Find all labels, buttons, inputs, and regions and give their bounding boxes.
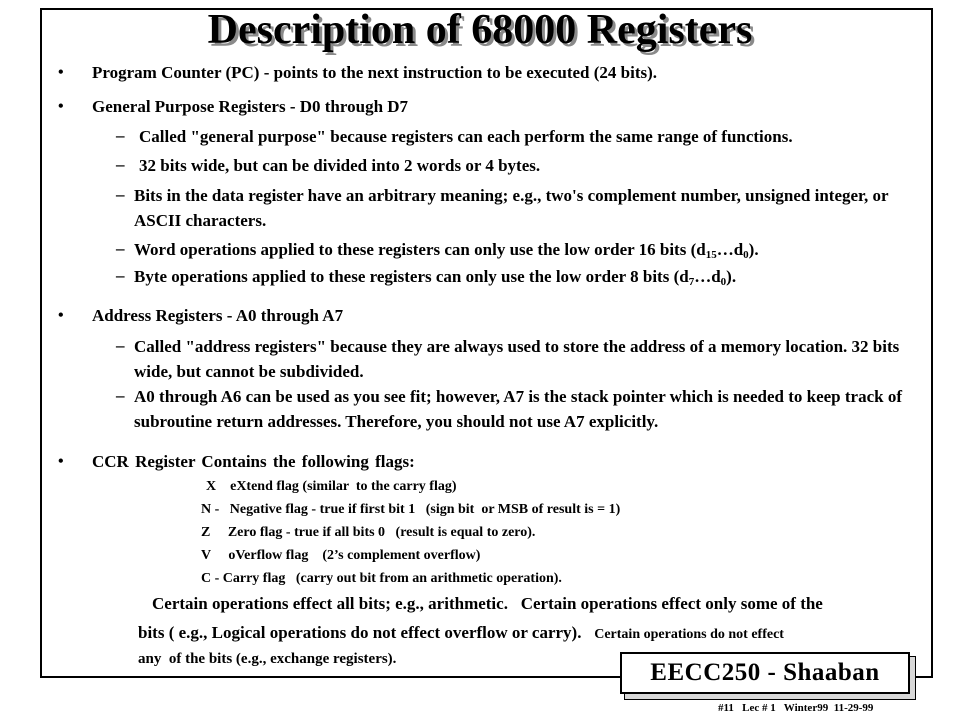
dash-icon: – <box>116 126 125 145</box>
note-line-1: Certain operations effect all bits; e.g., arithmetic. Certain operations effect only some of the <box>152 594 823 613</box>
bullet-text: General Purpose Registers - D0 through D7 <box>92 97 409 116</box>
dash-icon: – <box>116 185 125 204</box>
gpr-item-4: Word operations applied to these registers can only use the low order 16 bits $(d_{15}\dots d_0)$. <box>134 240 759 261</box>
dash-icon: – <box>116 266 125 285</box>
dash-icon: – <box>116 336 125 355</box>
bullet-dot-icon: • <box>58 307 64 324</box>
gpr-item-1: Called "general purpose" because registers can each perform the same range of functions. <box>139 127 793 146</box>
bullet-text: Address Registers - A0 through A7 <box>92 306 344 325</box>
flag-c: C - Carry flag (carry out bit from an arithmetic operation). <box>201 571 562 586</box>
bullet-dot-icon: • <box>58 64 64 81</box>
flag-n: N - Negative flag - true if first bit 1 (sign bit or MSB of result is = 1) <box>201 502 621 517</box>
gpr-item-3: Bits in the data register have an arbitrary meaning; e.g., two's complement number, unsigned integer, or ASCII characters. <box>134 186 889 230</box>
dash-icon: – <box>116 155 125 174</box>
gpr-item-5: Byte operations applied to these registers can only use the low order 8 bits $(d_7\dots d_0)$. <box>134 267 737 288</box>
author-badge: EECC250 - Shaaban <box>620 652 910 694</box>
slide-footer: #11 Lec # 1 Winter99 11-29-99 <box>718 702 874 714</box>
ar-item-2: A0 through A6 can be used as you see fit; however, A7 is the stack pointer which is needed to keep track of subroutine return addresses. Therefore, you should not use A7 explicitly. <box>134 387 903 431</box>
note-line-2: bits ( e.g., Logical operations do not effect overflow or carry). Certain operations do not effect <box>138 623 784 642</box>
note-line-3: any of the bits (e.g., exchange registers). <box>138 651 397 667</box>
dash-icon: – <box>116 386 125 405</box>
flag-z: Z Zero flag - true if all bits 0 (result is equal to zero). <box>201 525 536 540</box>
gpr-item-2: 32 bits wide, but can be divided into 2 words or 4 bytes. <box>139 156 541 175</box>
flag-x: X eXtend flag (similar to the carry flag) <box>206 479 457 494</box>
flag-v: V oVerflow flag (2’s complement overflow) <box>201 548 481 563</box>
bullet-dot-icon: • <box>58 453 64 470</box>
slide-title: Description of 68000 Registers <box>207 7 753 53</box>
bullet-dot-icon: • <box>58 98 64 115</box>
dash-icon: – <box>116 239 125 258</box>
bullet-text: Program Counter (PC) - points to the next instruction to be executed (24 bits). <box>92 63 658 82</box>
ar-item-1: Called "address registers" because they are always used to store the address of a memory location. 32 bits wide, but cannot be subdivided. <box>134 337 900 381</box>
bullet-text: CCR Register Contains the following flags: <box>92 452 415 471</box>
